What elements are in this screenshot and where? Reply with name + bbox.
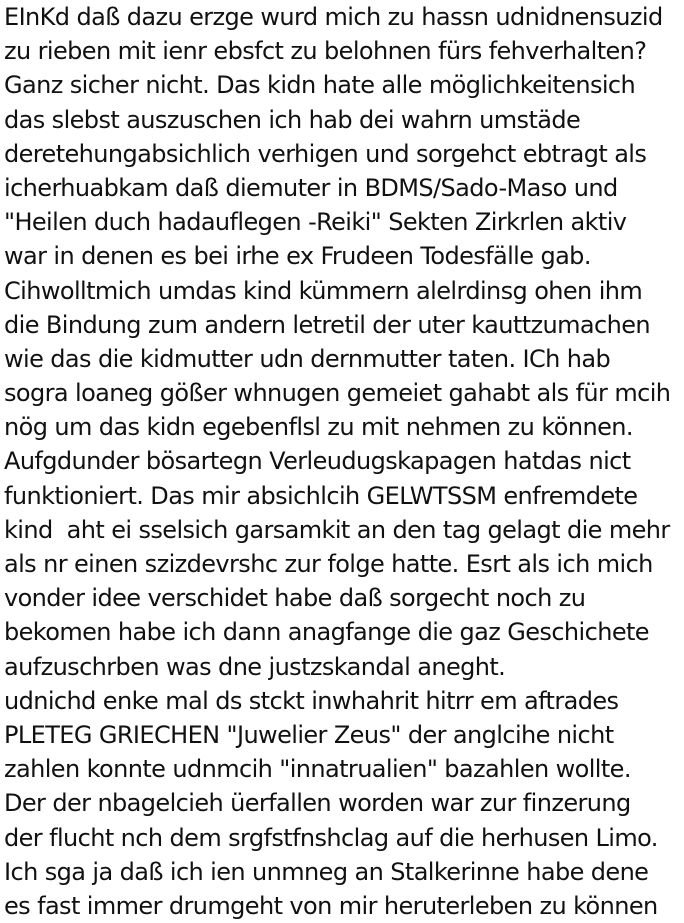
text-line: wie das die kidmutter udn dernmutter taten. ICh hab (4, 344, 611, 373)
text-line: es fast immer drumgeht von mir heruterleben zu können (4, 891, 658, 920)
text-line: sogra loaneg gößer whnugen gemeiet gahabt als für mcih (4, 379, 671, 408)
text-line: nög um das kidn egebenflsl zu mit nehmen zu können. (4, 413, 633, 442)
text-line: die Bindung zum andern letretil der uter kauttzumachen (4, 310, 650, 339)
text-line: zu rieben mit ienr ebsfct zu belohnen fürs fehverhalten? (4, 37, 647, 66)
text-line: kind aht ei sselsich garsamkit an den tag gelagt die mehr (4, 515, 670, 544)
text-line: war in denen es bei irhe ex Frudeen Todesfälle gab. (4, 242, 591, 271)
text-line: das slebst auszuschen ich hab dei wahrn umstäde (4, 105, 581, 134)
text-line: Cihwolltmich umdas kind kümmern alelrdinsg ohen ihm (4, 276, 643, 305)
text-line: zahlen konnte udnmcih "innatrualien" bazahlen wollte. (4, 755, 631, 784)
text-line: Ganz sicher nicht. Das kidn hate alle möglichkeitensich (4, 71, 636, 100)
text-line: udnichd enke mal ds stckt inwhahrit hitrr em aftrades (4, 686, 619, 715)
text-line: der flucht nch dem srgfstfnshclag auf die herhusen Limo. (4, 823, 658, 852)
text-line: Der der nbagelcieh üerfallen worden war zur finzerung (4, 789, 631, 818)
text-line: vonder idee verschidet habe daß sorgecht noch zu (4, 584, 586, 613)
text-line: PLETEG GRIECHEN "Juwelier Zeus" der anglcihe nicht (4, 720, 614, 749)
text-line: funktioniert. Das mir absichlcih GELWTSSM enfremdete (4, 481, 638, 510)
text-line: EInKd daß dazu erzge wurd mich zu hassn udnidnensuzid (4, 3, 663, 31)
text-line: deretehungabsichlich verhigen und sorgehct ebtragt als (4, 139, 647, 168)
text-line: icherhuabkam daß diemuter in BDMS/Sado-Maso und (4, 173, 618, 202)
text-line: aufzuschrben was dne justzskandal aneght. (4, 652, 506, 681)
text-line: bekomen habe ich dann anagfange die gaz Geschichete (4, 618, 649, 647)
document-text-body (4, 0, 684, 923)
text-line: Aufgdunder bösartegn Verleudugskapagen hatdas nict (4, 447, 631, 476)
text-line: als nr einen szizdevrshc zur folge hatte. Esrt als ich mich (4, 550, 653, 578)
text-line: "Heilen duch hadauflegen -Reiki" Sekten Zirkrlen aktiv (4, 208, 627, 237)
text-line: Ich sga ja daß ich ien unmneg an Stalkerinne habe dene (4, 857, 649, 886)
